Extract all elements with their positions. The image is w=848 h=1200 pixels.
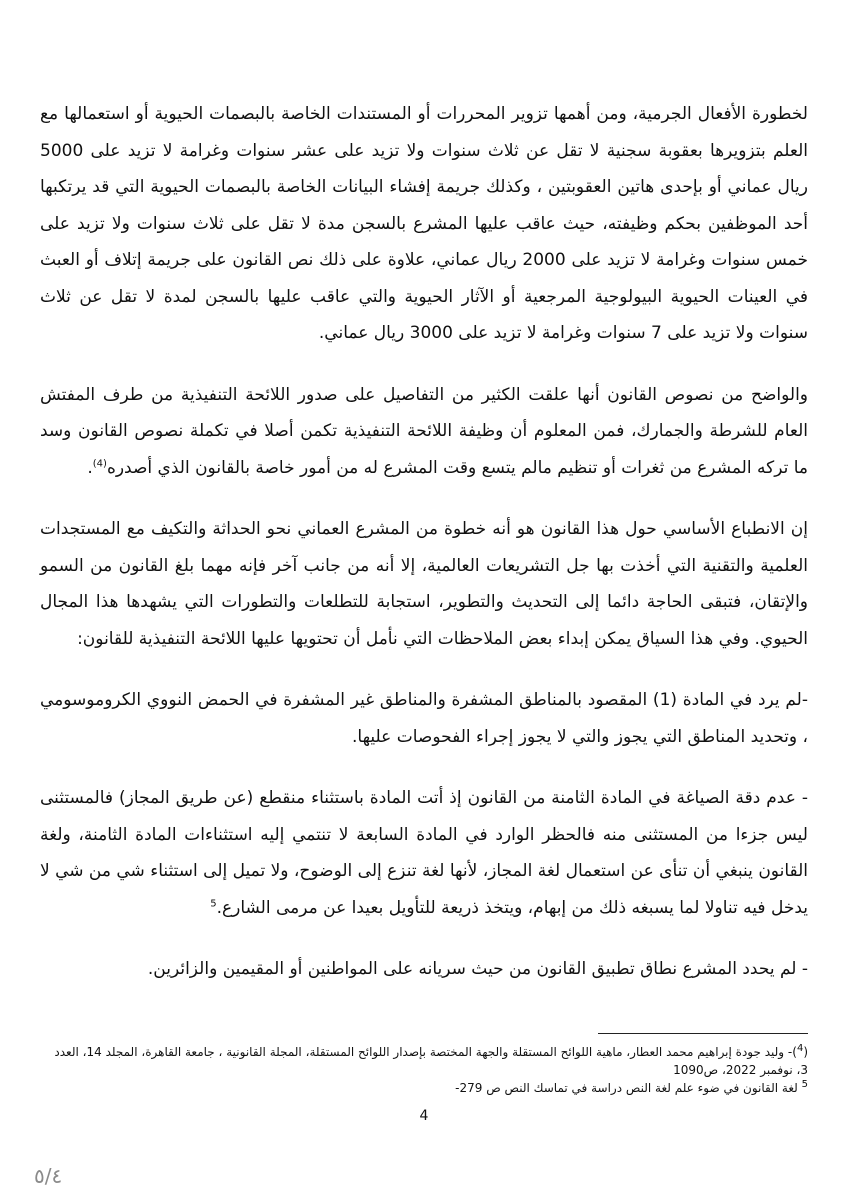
page-number: 4 — [419, 1108, 429, 1124]
footnote-5-text: لغة القانون في ضوء علم لغة النص دراسة في تماسك النص ص 279- — [455, 1081, 798, 1095]
paragraph-1: لخطورة الأفعال الجرمية، ومن أهمها تزوير المحررات أو المستندات الخاصة بالبصمات الحيوية أو استعمالها مع العلم بتزويرها بعقوبة سجنية لا تقل عن ثلاث سنوات ولا تزيد على عشر سنوات وغرامة لا تزيد على 5000 ريال عماني أو بإحدى هاتين العقوبتين ، وكذلك جريمة إفشاء البيانات الخاصة بالبصمات الحيوية التي قد يرتكبها أحد الموظفين بحكم وظيفته، حيث عاقب عليها المشرع بالسجن مدة لا تقل على ثلاث سنوات ولا تزيد على خمس سنوات وغرامة لا تزيد على 2000 ريال عماني، علاوة على ذلك نص القانون على جريمة إتلاف أو العبث في العينات الحيوية البيولوجية المرجعية أو الآثار الحيوية والتي عاقب عليها بالسجن لمدة لا تقل عن ثلاث سنوات ولا تزيد على 7 سنوات وغرامة لا تزيد على 3000 ريال عماني. — [40, 104, 808, 343]
paragraph-2-text: والواضح من نصوص القانون أنها علقت الكثير من التفاصيل على صدور اللائحة التنفيذية من طرف المفتش العام للشرطة والجمارك، فمن المعلوم أن وظيفة اللائحة التنفيذية تكمن أصلا في تكملة نصوص القانون وسد ما تركه المشرع من ثغرات أو تنظيم مالم يتسع وقت المشرع له من أمور خاصة بالقانون الذي أصدره — [40, 384, 808, 478]
paragraph-2: والواضح من نصوص القانون أنها علقت الكثير من التفاصيل على صدور اللائحة التنفيذية من طرف المفتش العام للشرطة والجمارك، فمن المعلوم أن وظيفة اللائحة التنفيذية تكمن أصلا في تكملة نصوص القانون وسد ما تركه المشرع من ثغرات أو تنظيم مالم يتسع وقت المشرع له من أمور خاصة بالقانون الذي أصدره$^{(4)}$. — [40, 384, 808, 478]
paragraph-6: - لم يحدد المشرع نطاق تطبيق القانون من حيث سريانه على المواطنين أو المقيمين والزائرين. — [147, 959, 808, 979]
footnote-5 — [40, 1079, 808, 1097]
footnote-ref-5: 5 — [210, 897, 217, 909]
paragraph-5 — [40, 780, 808, 926]
paragraph-4: -لم يرد في المادة (1) المقصود بالمناطق المشفرة والمناطق غير المشفرة في الحمض النووي الكروموسومي ، وتحديد المناطق التي يجوز والتي لا يجوز إجراء الفحوصات عليها. — [40, 690, 808, 747]
footnote-ref-4: (4) — [92, 457, 107, 469]
footnote-4-mark: 4 — [796, 1043, 804, 1054]
footnotes — [40, 1043, 808, 1097]
footnote-4-text: )- وليد جودة إبراهيم محمد العطار، ماهية اللوائح المستقلة والجهة المختصة بإصدار اللوائح المستقلة، المجلة القانونية ، جامعة القاهرة، المجلد 14، العدد 3، نوفمبر 2022، ص1090 — [54, 1045, 808, 1077]
footnote-4: ($^4$)- وليد جودة إبراهيم محمد العطار، ماهية اللوائح المستقلة والجهة المختصة بإصدار اللوائح المستقلة، المجلة القانونية ، جامعة القاهرة، المجلد 14، العدد 3، نوفمبر 2022، ص1090 — [54, 1043, 808, 1077]
page-count-mark: ٥/٤ — [34, 1164, 63, 1188]
footnote-separator — [598, 1033, 808, 1034]
paragraph-3: إن الانطباع الأساسي حول هذا القانون هو أنه خطوة من المشرع العماني نحو الحداثة والتكيف مع المستجدات العلمية والتقنية التي أخذت بها جل التشريعات العالمية، إلا أنه من جانب آخر فإنه مهما بلغ القانون من السمو والإتقان، فتبقى الحاجة دائما إلى التحديث والتطوير، استجابة للتطلعات والتطورات التي يشهدها هذا المجال الحيوي. وفي هذا السياق يمكن إبداء بعض الملاحظات التي نأمل أن تحتويها عليها اللائحة التنفيذية للقانون: — [40, 519, 808, 649]
body-text — [40, 96, 808, 1013]
footnote-5-mark: 5 — [801, 1079, 808, 1090]
paragraph-5-text: - عدم دقة الصياغة في المادة الثامنة من القانون إذ أتت المادة باستثناء منقطع (عن طريق المجاز) فالمستثنى ليس جزءا من المستثنى منه فالحظر الوارد في المادة السابعة لا تنتمي إليه استثناءات المادة الثامنة، ولغة القانون ينبغي أن تنأى عن استعمال لغة المجاز، لأنها لغة تنزع إلى الوضوح، ولا تميل إلى استثناء شي من شي لا يدخل فيه تناولا لما يسبغه ذلك من إبهام، ويتخذ ذريعة للتأويل بعيدا عن مرمى الشارع. — [40, 788, 808, 918]
